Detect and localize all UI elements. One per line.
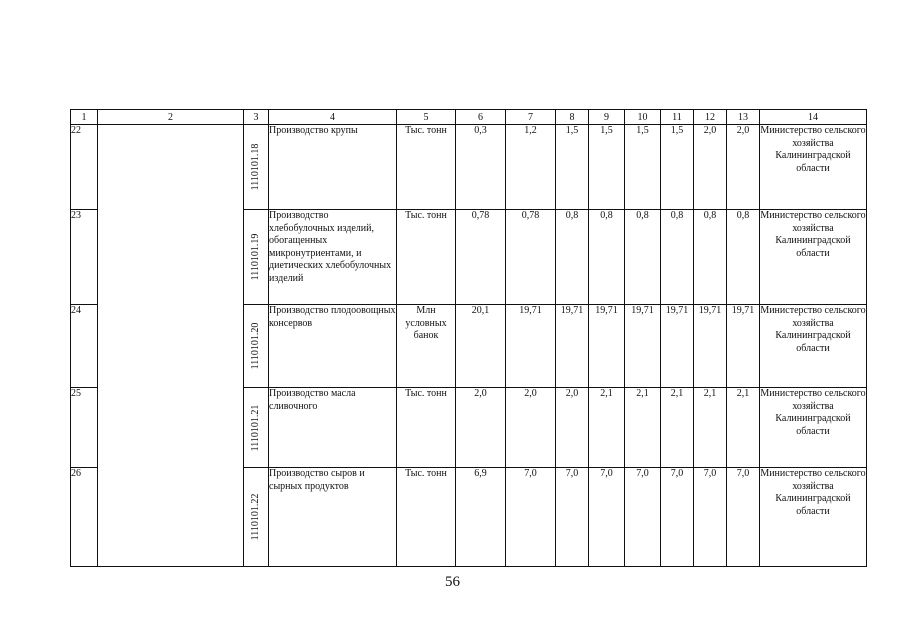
row-number: 25 [71,388,98,468]
header-row [71,110,867,125]
table-row [71,125,867,210]
value-cell: 1,5 [625,125,661,210]
unit-cell: Тыс. тонн [397,125,456,210]
indicator-code [244,388,269,468]
value-cell: 1,5 [589,125,625,210]
value-cell: 2,1 [589,388,625,468]
value-cell: 1,5 [556,125,589,210]
value-cell: 2,0 [456,388,506,468]
value-cell: 19,71 [694,305,727,388]
indicator-name: Производство масла сливочного [269,388,397,468]
value-cell: 7,0 [661,468,694,567]
column-header: 7 [506,110,556,125]
unit-cell: Тыс. тонн [397,210,456,305]
empty-column-cell [98,125,244,567]
responsible-cell: Министерство сельского хозяйства Калининградской области [760,468,867,567]
value-cell: 2,0 [506,388,556,468]
value-cell: 7,0 [589,468,625,567]
value-cell: 0,8 [589,210,625,305]
column-header: 11 [661,110,694,125]
indicator-name: Производство сыров и сырных продуктов [269,468,397,567]
indicator-name: Производство плодоовощных консервов [269,305,397,388]
indicator-name: Производство крупы [269,125,397,210]
indicator-code-text: 1110101.21 [249,404,261,451]
column-header: 4 [269,110,397,125]
value-cell: 19,71 [556,305,589,388]
column-header: 10 [625,110,661,125]
value-cell: 2,0 [556,388,589,468]
table-body [71,110,867,567]
responsible-cell: Министерство сельского хозяйства Калининградской области [760,125,867,210]
value-cell: 20,1 [456,305,506,388]
indicator-code-text: 1110101.20 [249,322,261,370]
value-cell: 0,8 [625,210,661,305]
column-header: 14 [760,110,867,125]
value-cell: 0,3 [456,125,506,210]
value-cell: 1,2 [506,125,556,210]
unit-cell: Тыс. тонн [397,388,456,468]
indicator-code-text: 1110101.22 [249,493,261,541]
column-header: 3 [244,110,269,125]
value-cell: 0,8 [694,210,727,305]
value-cell: 7,0 [506,468,556,567]
indicator-code [244,210,269,305]
row-number: 24 [71,305,98,388]
column-header: 2 [98,110,244,125]
indicators-table [70,109,867,567]
value-cell: 1,5 [661,125,694,210]
unit-cell: Тыс. тонн [397,468,456,567]
value-cell: 0,78 [456,210,506,305]
responsible-cell: Министерство сельского хозяйства Калининградской области [760,305,867,388]
indicator-name: Производство хлебобулочных изделий, обогащенных микронутриентами, и диетических хлебобулочных изделий [269,210,397,305]
indicator-code [244,305,269,388]
row-number: 26 [71,468,98,567]
column-header: 6 [456,110,506,125]
value-cell: 19,71 [661,305,694,388]
page-number: 56 [445,574,460,590]
row-number: 22 [71,125,98,210]
value-cell: 2,1 [625,388,661,468]
responsible-cell: Министерство сельского хозяйства Калининградской области [760,388,867,468]
unit-cell: Млн условных банок [397,305,456,388]
value-cell: 2,0 [694,125,727,210]
value-cell: 7,0 [625,468,661,567]
value-cell: 7,0 [727,468,760,567]
column-header: 13 [727,110,760,125]
value-cell: 19,71 [506,305,556,388]
value-cell: 0,8 [727,210,760,305]
value-cell: 2,1 [727,388,760,468]
responsible-cell: Министерство сельского хозяйства Калининградской области [760,210,867,305]
value-cell: 2,1 [694,388,727,468]
value-cell: 0,8 [661,210,694,305]
indicator-code-text: 1110101.18 [249,143,261,191]
row-number: 23 [71,210,98,305]
indicator-code-text: 1110101.19 [249,233,261,281]
indicator-code [244,125,269,210]
value-cell: 19,71 [727,305,760,388]
column-header: 9 [589,110,625,125]
column-header: 12 [694,110,727,125]
value-cell: 2,0 [727,125,760,210]
value-cell: 2,1 [661,388,694,468]
column-header: 1 [71,110,98,125]
value-cell: 0,8 [556,210,589,305]
column-header: 5 [397,110,456,125]
value-cell: 19,71 [625,305,661,388]
column-header: 8 [556,110,589,125]
value-cell: 7,0 [694,468,727,567]
value-cell: 0,78 [506,210,556,305]
indicator-code [244,468,269,567]
value-cell: 19,71 [589,305,625,388]
value-cell: 7,0 [556,468,589,567]
value-cell: 6,9 [456,468,506,567]
